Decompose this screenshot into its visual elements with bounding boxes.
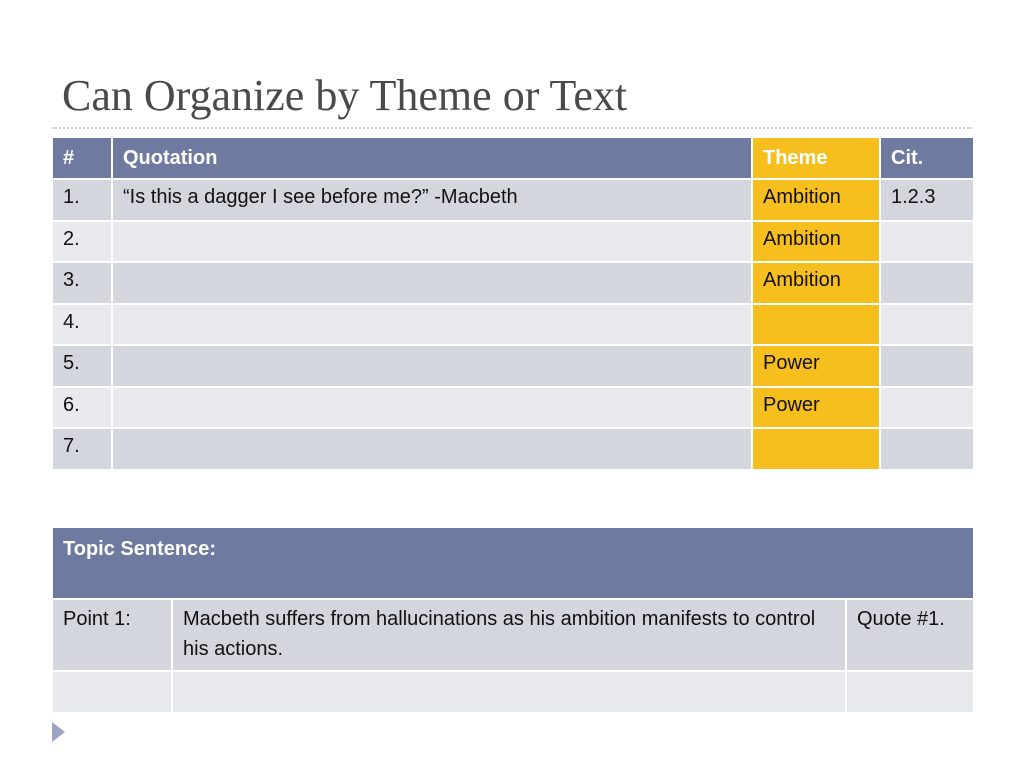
slide-title: Can Organize by Theme or Text bbox=[62, 71, 628, 120]
row-theme bbox=[752, 304, 880, 346]
row-number: 2. bbox=[52, 221, 112, 263]
row-quotation bbox=[112, 262, 752, 304]
header-citation: Cit. bbox=[880, 137, 974, 179]
table-row bbox=[52, 345, 974, 387]
row-number: 3. bbox=[52, 262, 112, 304]
row-theme bbox=[752, 428, 880, 470]
point-text: Macbeth suffers from hallucinations as his ambition manifests to control his actions. bbox=[172, 599, 846, 671]
table-row bbox=[52, 262, 974, 304]
row-number: 1. bbox=[52, 179, 112, 221]
row-theme: Power bbox=[752, 387, 880, 429]
point-text bbox=[172, 671, 846, 713]
row-quotation bbox=[112, 387, 752, 429]
row-theme: Ambition bbox=[752, 262, 880, 304]
row-number: 5. bbox=[52, 345, 112, 387]
row-citation bbox=[880, 428, 974, 470]
table-row bbox=[52, 179, 974, 221]
header-quotation: Quotation bbox=[112, 137, 752, 179]
table-row bbox=[52, 221, 974, 263]
point-reference: Quote #1. bbox=[846, 599, 974, 671]
row-citation bbox=[880, 304, 974, 346]
row-quotation: “Is this a dagger I see before me?” -Macbeth bbox=[112, 179, 752, 221]
row-theme: Ambition bbox=[752, 221, 880, 263]
row-citation bbox=[880, 345, 974, 387]
title-divider bbox=[52, 127, 972, 129]
row-quotation bbox=[112, 304, 752, 346]
row-quotation bbox=[112, 345, 752, 387]
point-reference bbox=[846, 671, 974, 713]
row-theme: Power bbox=[752, 345, 880, 387]
outline-table bbox=[51, 526, 975, 714]
header-number: # bbox=[52, 137, 112, 179]
row-quotation bbox=[112, 428, 752, 470]
quote-table-header-row bbox=[52, 137, 974, 179]
row-theme: Ambition bbox=[752, 179, 880, 221]
table-row bbox=[52, 304, 974, 346]
row-quotation bbox=[112, 221, 752, 263]
header-theme: Theme bbox=[752, 137, 880, 179]
point-label: Point 1: bbox=[52, 599, 172, 671]
triangle-bullet-icon bbox=[52, 722, 65, 742]
outline-row bbox=[52, 599, 974, 671]
point-label bbox=[52, 671, 172, 713]
outline-header-row bbox=[52, 527, 974, 599]
outline-row bbox=[52, 671, 974, 713]
row-number: 6. bbox=[52, 387, 112, 429]
topic-sentence-header: Topic Sentence: bbox=[52, 527, 974, 599]
quote-table bbox=[51, 136, 975, 471]
row-citation bbox=[880, 387, 974, 429]
table-row bbox=[52, 428, 974, 470]
row-number: 4. bbox=[52, 304, 112, 346]
row-citation bbox=[880, 262, 974, 304]
row-citation bbox=[880, 221, 974, 263]
table-row bbox=[52, 387, 974, 429]
row-number: 7. bbox=[52, 428, 112, 470]
row-citation: 1.2.3 bbox=[880, 179, 974, 221]
